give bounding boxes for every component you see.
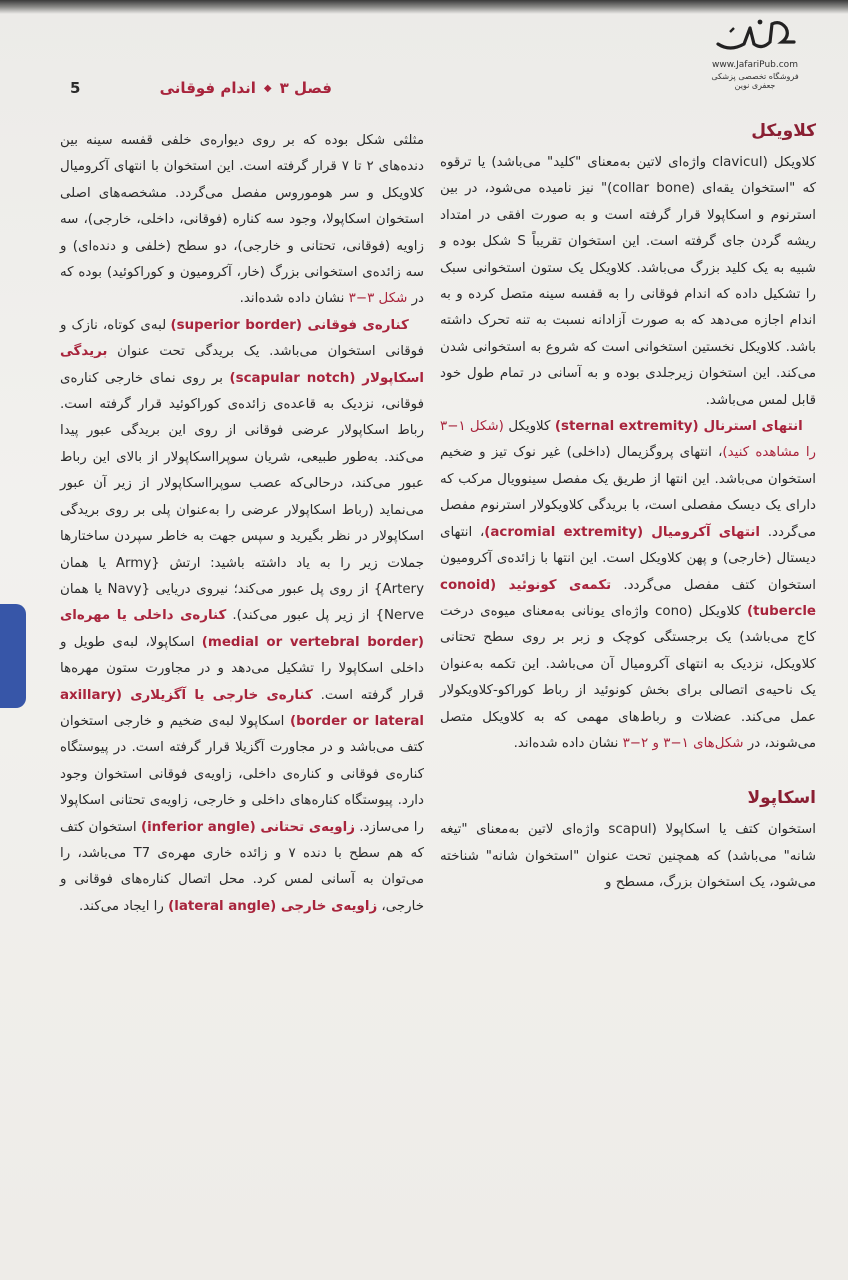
- figure-ref-3-1[interactable]: (شکل ۱−۳ را مشاهده کنید): [440, 419, 817, 461]
- chapter-thumb-tab: [0, 604, 26, 708]
- left-column: [60, 128, 424, 920]
- scapular-notch-term: بریدگی اسکاپولار (scapular notch): [60, 344, 424, 386]
- sternal-paragraph: [440, 414, 816, 757]
- inferior-text: استخوان کتف که هم سطح با دنده ۷ و زائده خاری مهره‌ی T7 می‌باشد، را می‌توان به آسانی لمس کرد. محل اتصال کناره‌های فوقانی و خارجی،: [60, 819, 424, 914]
- lateral-angle-term: زاویه‌ی خارجی (lateral angle): [168, 898, 378, 914]
- figure-ref-3-3[interactable]: شکل ۳−۳: [348, 291, 408, 307]
- conoid-tubercle-term: تکمه‌ی کونوئید (conoid tubercle): [440, 577, 816, 619]
- figure-ref-3-1-3-2[interactable]: شکل‌های ۱−۳ و ۲−۳: [622, 735, 744, 751]
- sternal-extremity-term: انتهای استرنال (sternal extremity): [554, 419, 803, 435]
- chapter-label: فصل ۳: [279, 79, 332, 97]
- scapula-paragraph: [440, 817, 816, 896]
- superior-border-term: کناره‌ی فوقانی (superior border): [170, 317, 409, 333]
- scapula-heading: اسکاپولا: [747, 788, 816, 809]
- sternal-after: کلاویکل: [503, 419, 555, 435]
- conoid-end: نشان داده شده‌اند.: [513, 735, 623, 751]
- conoid-text: کلاویکل (cono واژه‌ای یونانی به‌معنای میوه‌ی درخت کاج می‌باشد) یک برجستگی کوچک و زبر بر روی سطح تحتانی کلاویکل، نزدیک به انتهای آکرومیال آن می‌باشد. این تکمه به‌عنوان یک ناحیه‌ی اتصالی برای بخش کونوئید از رباط کوراکو-کلاویکولار عمل می‌کند. عضلات و رباط‌های مهمی که به کلاویکل متصل می‌شوند، در: [440, 603, 816, 751]
- header-separator-icon: ◆: [263, 82, 272, 94]
- acromial-text: ، انتهای دیستال (خارجی) و پهن کلاویکل است. این انتها با زائده‌ی آکرومیون استخوان کتف مفصل می‌گردد.: [440, 524, 816, 593]
- scapula-text: استخوان کتف یا اسکاپولا (scapul واژه‌ای لاتین به‌معنای "تیغه شانه" می‌باشد) که همچنین تحت عنوان "استخوان شانه" شناخته می‌شود، یک استخوان بزرگ، مسطح و: [440, 822, 816, 891]
- chapter-title: اندام فوقانی: [159, 79, 256, 97]
- notch-text: بر روی نمای خارجی کناره‌ی فوقانی، نزدیک به قاعده‌ی زائده‌ی کوراکوئید قرار گرفته است. رباط اسکاپولار عرضی فوقانی از روی این بریدگی عبور پیدا می‌کند. به‌طور طبیعی، شریان سوپرااسکاپولار از بالای این رباط عبور می‌کند، درحالی‌که عصب سوپرااسکاپولار از زیر آن عبور می‌نماید (رباط اسکاپولار عرضی را به‌عنوان پلی بر روی بریدگی اسکاپولار در نظر بگیرید و سپس جهت به خاطر سپردن ساختارها جملات زیر را به یاد داشته باشید: ارتش {Army یا همان Artery} از روی پل عبور می‌کند؛ نیروی دریایی {Navy یا همان Nerve} از زیر پل عبور می‌کند).: [60, 370, 424, 624]
- lateral-text: اسکاپولا لبه‌ی ضخیم و خارجی استخوان کتف می‌باشد و در مجاورت آگزیلا قرار گرفته است. در پیوستگاه کناره‌ی فوقانی و کناره‌ی داخلی، زاویه‌ی فوقانی استخوان وجود دارد. پیوستگاه کناره‌های داخلی و خارجی، زاویه‌ی تحتانی اسکاپولا را می‌سازد.: [60, 713, 424, 835]
- clavicle-intro-text: کلاویکل (clavicul واژه‌ای لاتین به‌معنای "کلید" می‌باشد) یا ترقوه که "استخوان یقه‌ای (collar bone)" نیز نامیده می‌شود، در بین استرنوم و اسکاپولا قرار گرفته است و به صورت افقی در امتداد ریشه گردن جای گرفته است. این استخوان تقریباً S شکل بوده و شبیه به یک کلید بزرگ می‌باشد. کلاویکل یک ستون استخوانی سبک را تشکیل داده که اندام فوقانی را به قفسه سینه متصل کرده و به اندام اجازه می‌دهد که به صورت آزادانه نسبت به تنه تحرک داشته باشد. کلاویکل نخستین استخوانی است که شروع به استخوانی شدن می‌کند. این استخوان زیرجلدی بوده و به آسانی در تمام طول خود قابل لمس می‌باشد.: [440, 155, 816, 408]
- publisher-url: www.JafariPub.com: [712, 60, 798, 70]
- scapula-intro-text: مثلثی شکل بوده که بر روی دیواره‌ی خلفی قفسه سینه بین دنده‌های ۲ تا ۷ قرار گرفته است. این استخوان با انتهای آکرومیال کلاویکل و سر هوموروس مفصل می‌گردد. مشخصه‌های اصلی استخوان اسکاپولا، وجود سه کناره (فوقانی، داخلی، خارجی)، سه زاویه (فوقانی، تحتانی و خارجی)، دو سطح (خلفی و دنده‌ای) و سه زائده‌ی استخوانی بزرگ (خار، آکرومیون و کوراکوئید) بوده که در: [60, 133, 424, 307]
- scapula-intro-end: نشان داده شده‌اند.: [239, 291, 349, 307]
- borders-paragraph: [60, 313, 424, 920]
- page-number: 5: [70, 79, 81, 97]
- page-top-shadow: [0, 0, 848, 14]
- lateral-angle-text: را ایجاد می‌کند.: [79, 898, 169, 914]
- acromial-extremity-term: انتهای آکرومیال (acromial extremity): [484, 524, 760, 540]
- right-column: [440, 116, 816, 897]
- jafari-logo-icon: [710, 14, 800, 58]
- scapula-continued-paragraph: [60, 128, 424, 313]
- superior-text: لبه‌ی کوتاه، نازک و فوقانی استخوان می‌باشد. یک بریدگی تحت عنوان: [60, 317, 424, 360]
- running-header: [70, 74, 332, 102]
- publisher-tagline: فروشگاه تخصصی پزشکی جعفری نوین: [711, 72, 799, 90]
- lateral-border-term: کناره‌ی خارجی یا آگزیلاری (axillary border or lateral): [60, 687, 424, 729]
- medial-text: اسکاپولا، لبه‌ی طویل و داخلی اسکاپولا را تشکیل می‌دهد و در مجاورت ستون مهره‌ها قرار گرفته است.: [60, 634, 424, 703]
- clavicle-intro-paragraph: [440, 150, 816, 414]
- clavicle-heading: کلاویکل: [751, 121, 816, 141]
- medial-border-term: کناره‌ی داخلی یا مهره‌ای (medial or vertebral border): [60, 608, 424, 650]
- sternal-text: ، انتهای پروگزیمال (داخلی) غیر نوک تیز و ضخیم استخوان می‌باشد. این انتها از طریق یک مفصل سینوویال مرکب که دارای یک دیسک مفصلی است، با بریدگی کلاویکولار استرنوم مفصل می‌گردد.: [440, 445, 816, 540]
- publisher-logo: [700, 14, 810, 104]
- inferior-angle-term: زاویه‌ی تحتانی (inferior angle): [140, 819, 355, 835]
